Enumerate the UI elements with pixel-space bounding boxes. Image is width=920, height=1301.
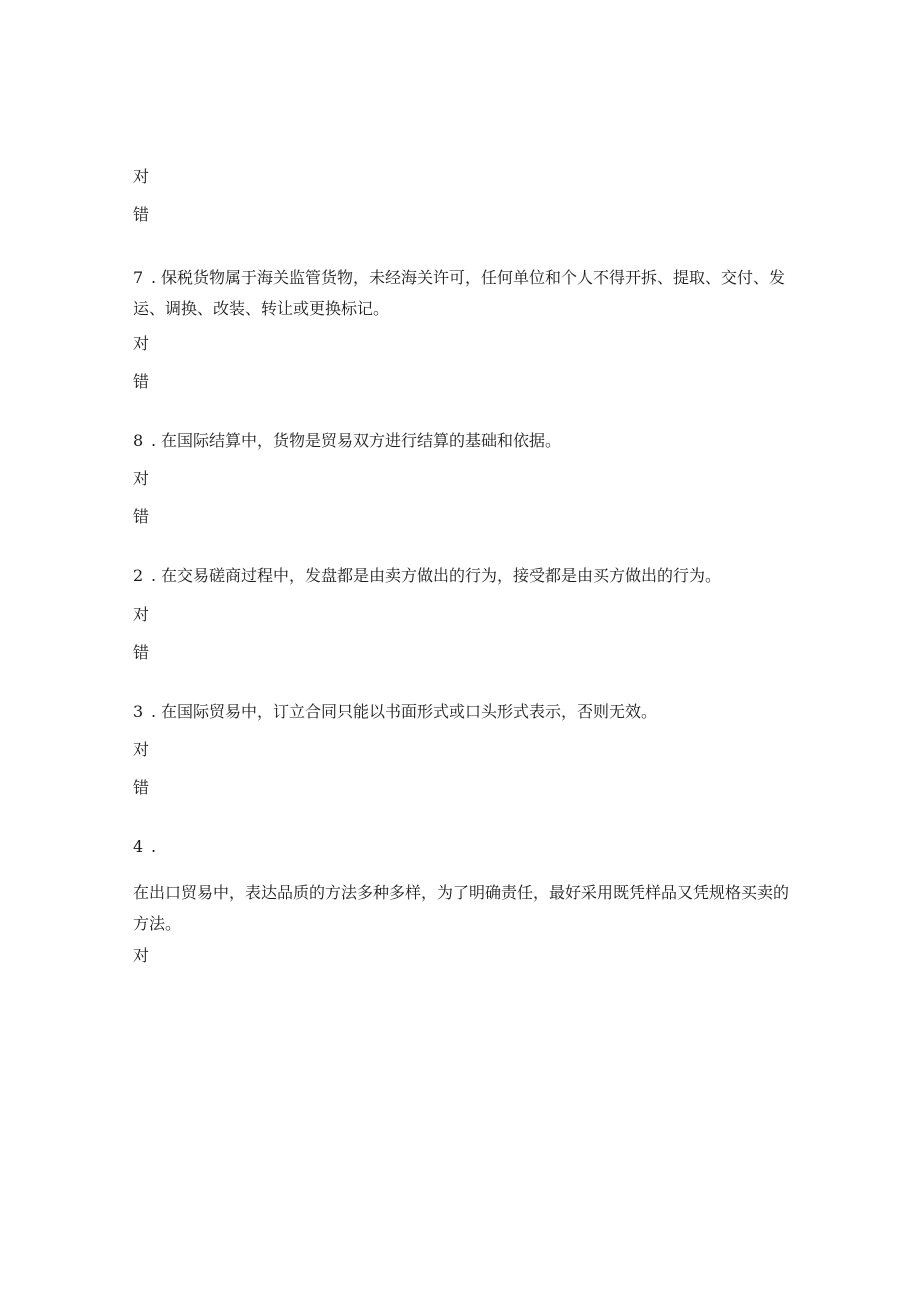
option-false: 错: [133, 643, 150, 662]
question-4-number-line: [133, 837, 161, 857]
question-8: [133, 431, 561, 451]
option-true: 对: [133, 946, 150, 965]
question-dot: .: [151, 702, 157, 721]
option-false: 错: [133, 372, 150, 391]
question-text: 在国际结算中，货物是贸易双方进行结算的基础和依据。: [161, 431, 562, 450]
question-dot: .: [151, 268, 157, 287]
option-false: 错: [133, 507, 150, 526]
question-2: [133, 566, 721, 586]
question-4-text: 在出口贸易中，表达品质的方法多种多样，为了明确责任，最好采用既凭样品又凭规格买卖的方法。: [133, 883, 790, 933]
question-dot: .: [151, 837, 157, 856]
question-text: 保税货物属于海关监管货物，未经海关许可，任何单位和个人不得开拆、提取、交付、发运、调换、改装、转让或更换标记。: [133, 268, 786, 318]
option-true: 对: [133, 605, 150, 624]
question-number: 4: [133, 837, 144, 856]
option-true: 对: [133, 740, 150, 759]
option-false: 错: [133, 205, 150, 224]
question-dot: .: [151, 566, 157, 585]
question-number: 8: [133, 431, 144, 450]
question-number: 2: [133, 566, 144, 585]
question-dot: .: [151, 431, 157, 450]
question-text: 在国际贸易中，订立合同只能以书面形式或口头形式表示，否则无效。: [161, 702, 658, 721]
option-true: 对: [133, 469, 150, 488]
option-true: 对: [133, 167, 150, 186]
question-number: 7: [133, 268, 144, 287]
option-true: 对: [133, 334, 150, 353]
option-false: 错: [133, 778, 150, 797]
question-7: [133, 262, 793, 324]
question-number: 3: [133, 702, 144, 721]
question-3: [133, 702, 657, 722]
question-text: 在交易磋商过程中，发盘都是由卖方做出的行为，接受都是由买方做出的行为。: [161, 566, 722, 585]
